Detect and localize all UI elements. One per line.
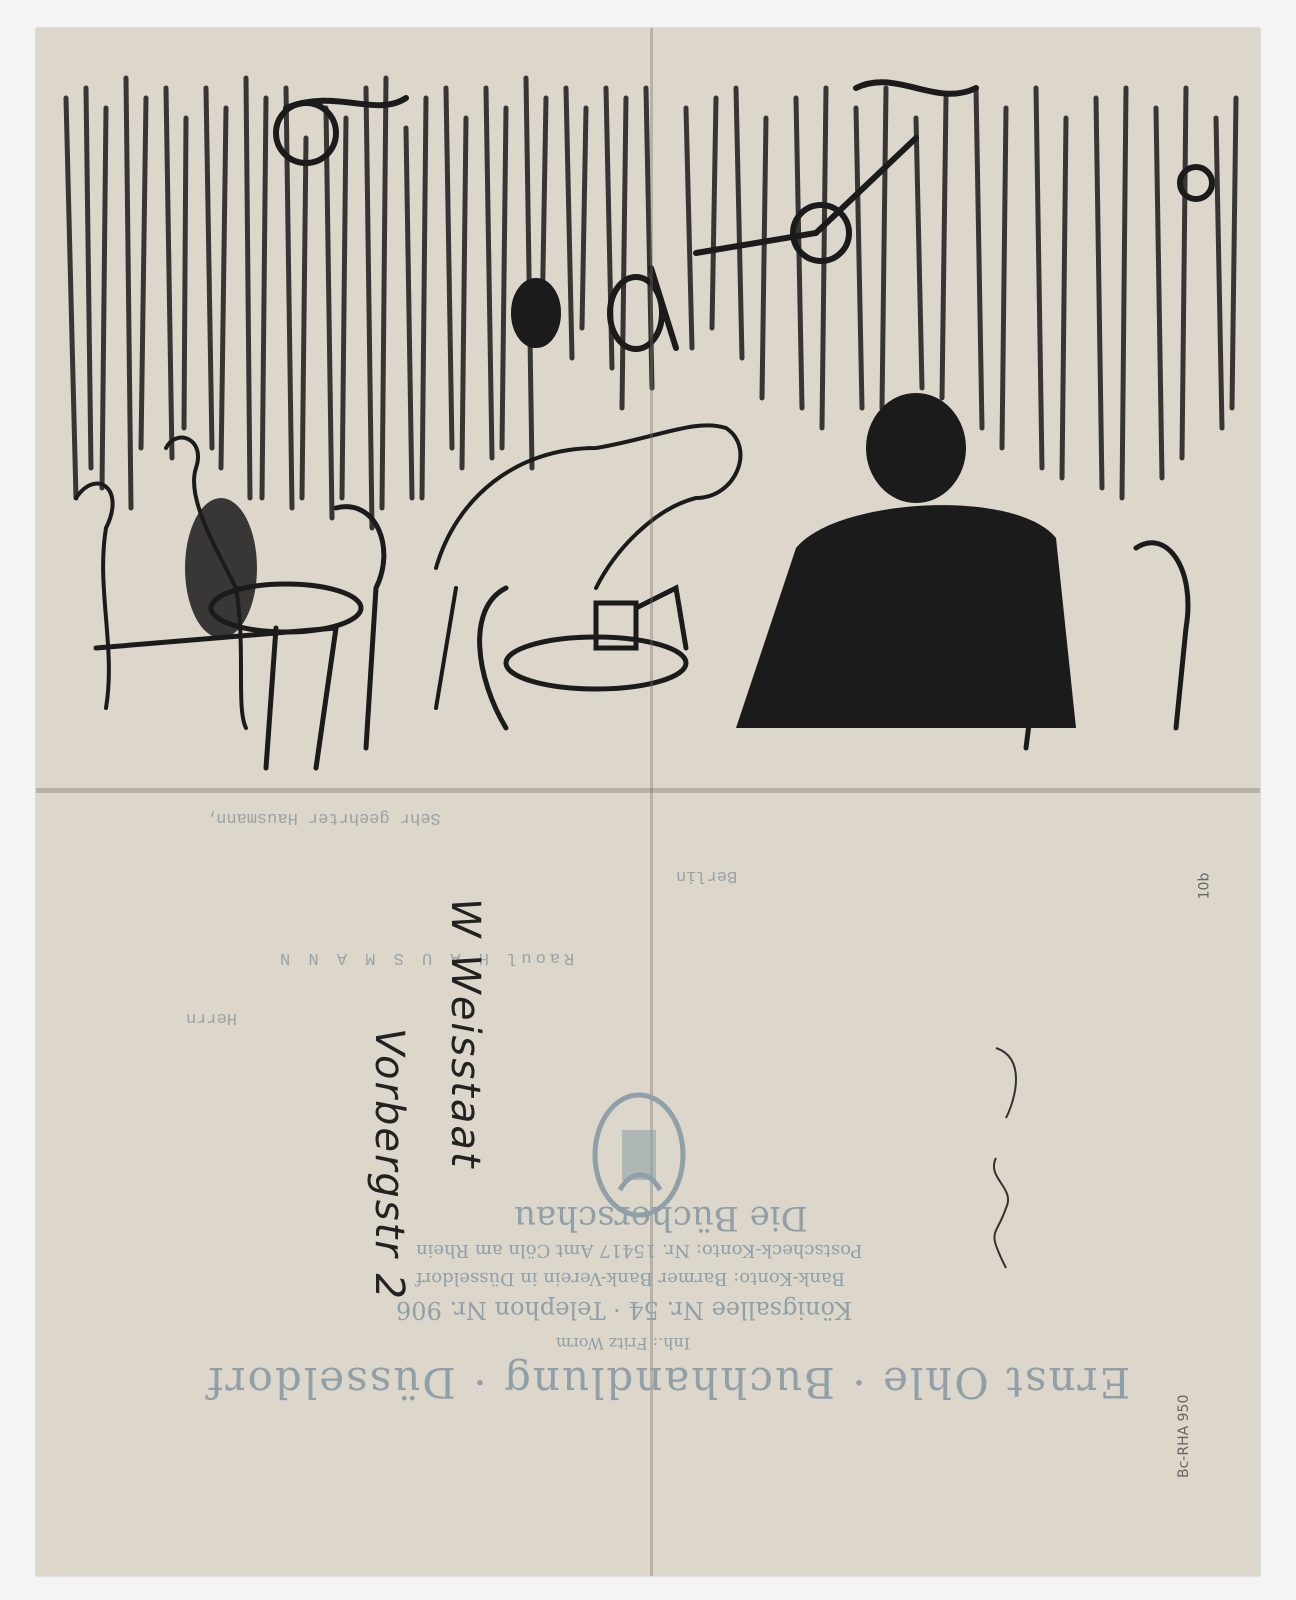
letterhead-bank: Bank-Konto: Barmer Bank-Verein in Düsseldorf <box>416 1268 845 1289</box>
letterhead-address: Königsallee Nr. 54 · Telephon Nr. 906 <box>396 1296 853 1324</box>
letter-sheet <box>36 28 1260 1576</box>
archive-inventory-number: Bc-RHA 950 <box>1176 1394 1192 1478</box>
typed-city: Berlin <box>676 866 738 885</box>
archive-page-number: 10b <box>1196 872 1213 900</box>
horizontal-fold <box>36 788 1260 793</box>
handwritten-street: Vorbergstr 2 <box>366 1028 412 1301</box>
typed-recipient-prefix: Herrn <box>186 1008 238 1027</box>
letterhead-owner: Inh.: Fritz Worm <box>556 1334 691 1353</box>
letterhead-title: Ernst Ohle · Buchhandlung · Düsseldorf <box>206 1358 1131 1407</box>
typed-signature: Raoul H A U S M A N N <box>276 948 575 967</box>
letterhead-tagline: Die Bücherschau <box>514 1198 808 1238</box>
handwritten-name: W Weisstaat <box>442 898 488 1170</box>
signature-squiggle <box>956 1038 1046 1278</box>
letterhead-postal: Postscheck-Konto: Nr. 15417 Amt Cöln am Rhein <box>416 1240 863 1261</box>
cafe-sketch-drawing <box>36 28 1260 788</box>
typed-salutation: Sehr geehrter Hausmann, <box>206 808 441 827</box>
